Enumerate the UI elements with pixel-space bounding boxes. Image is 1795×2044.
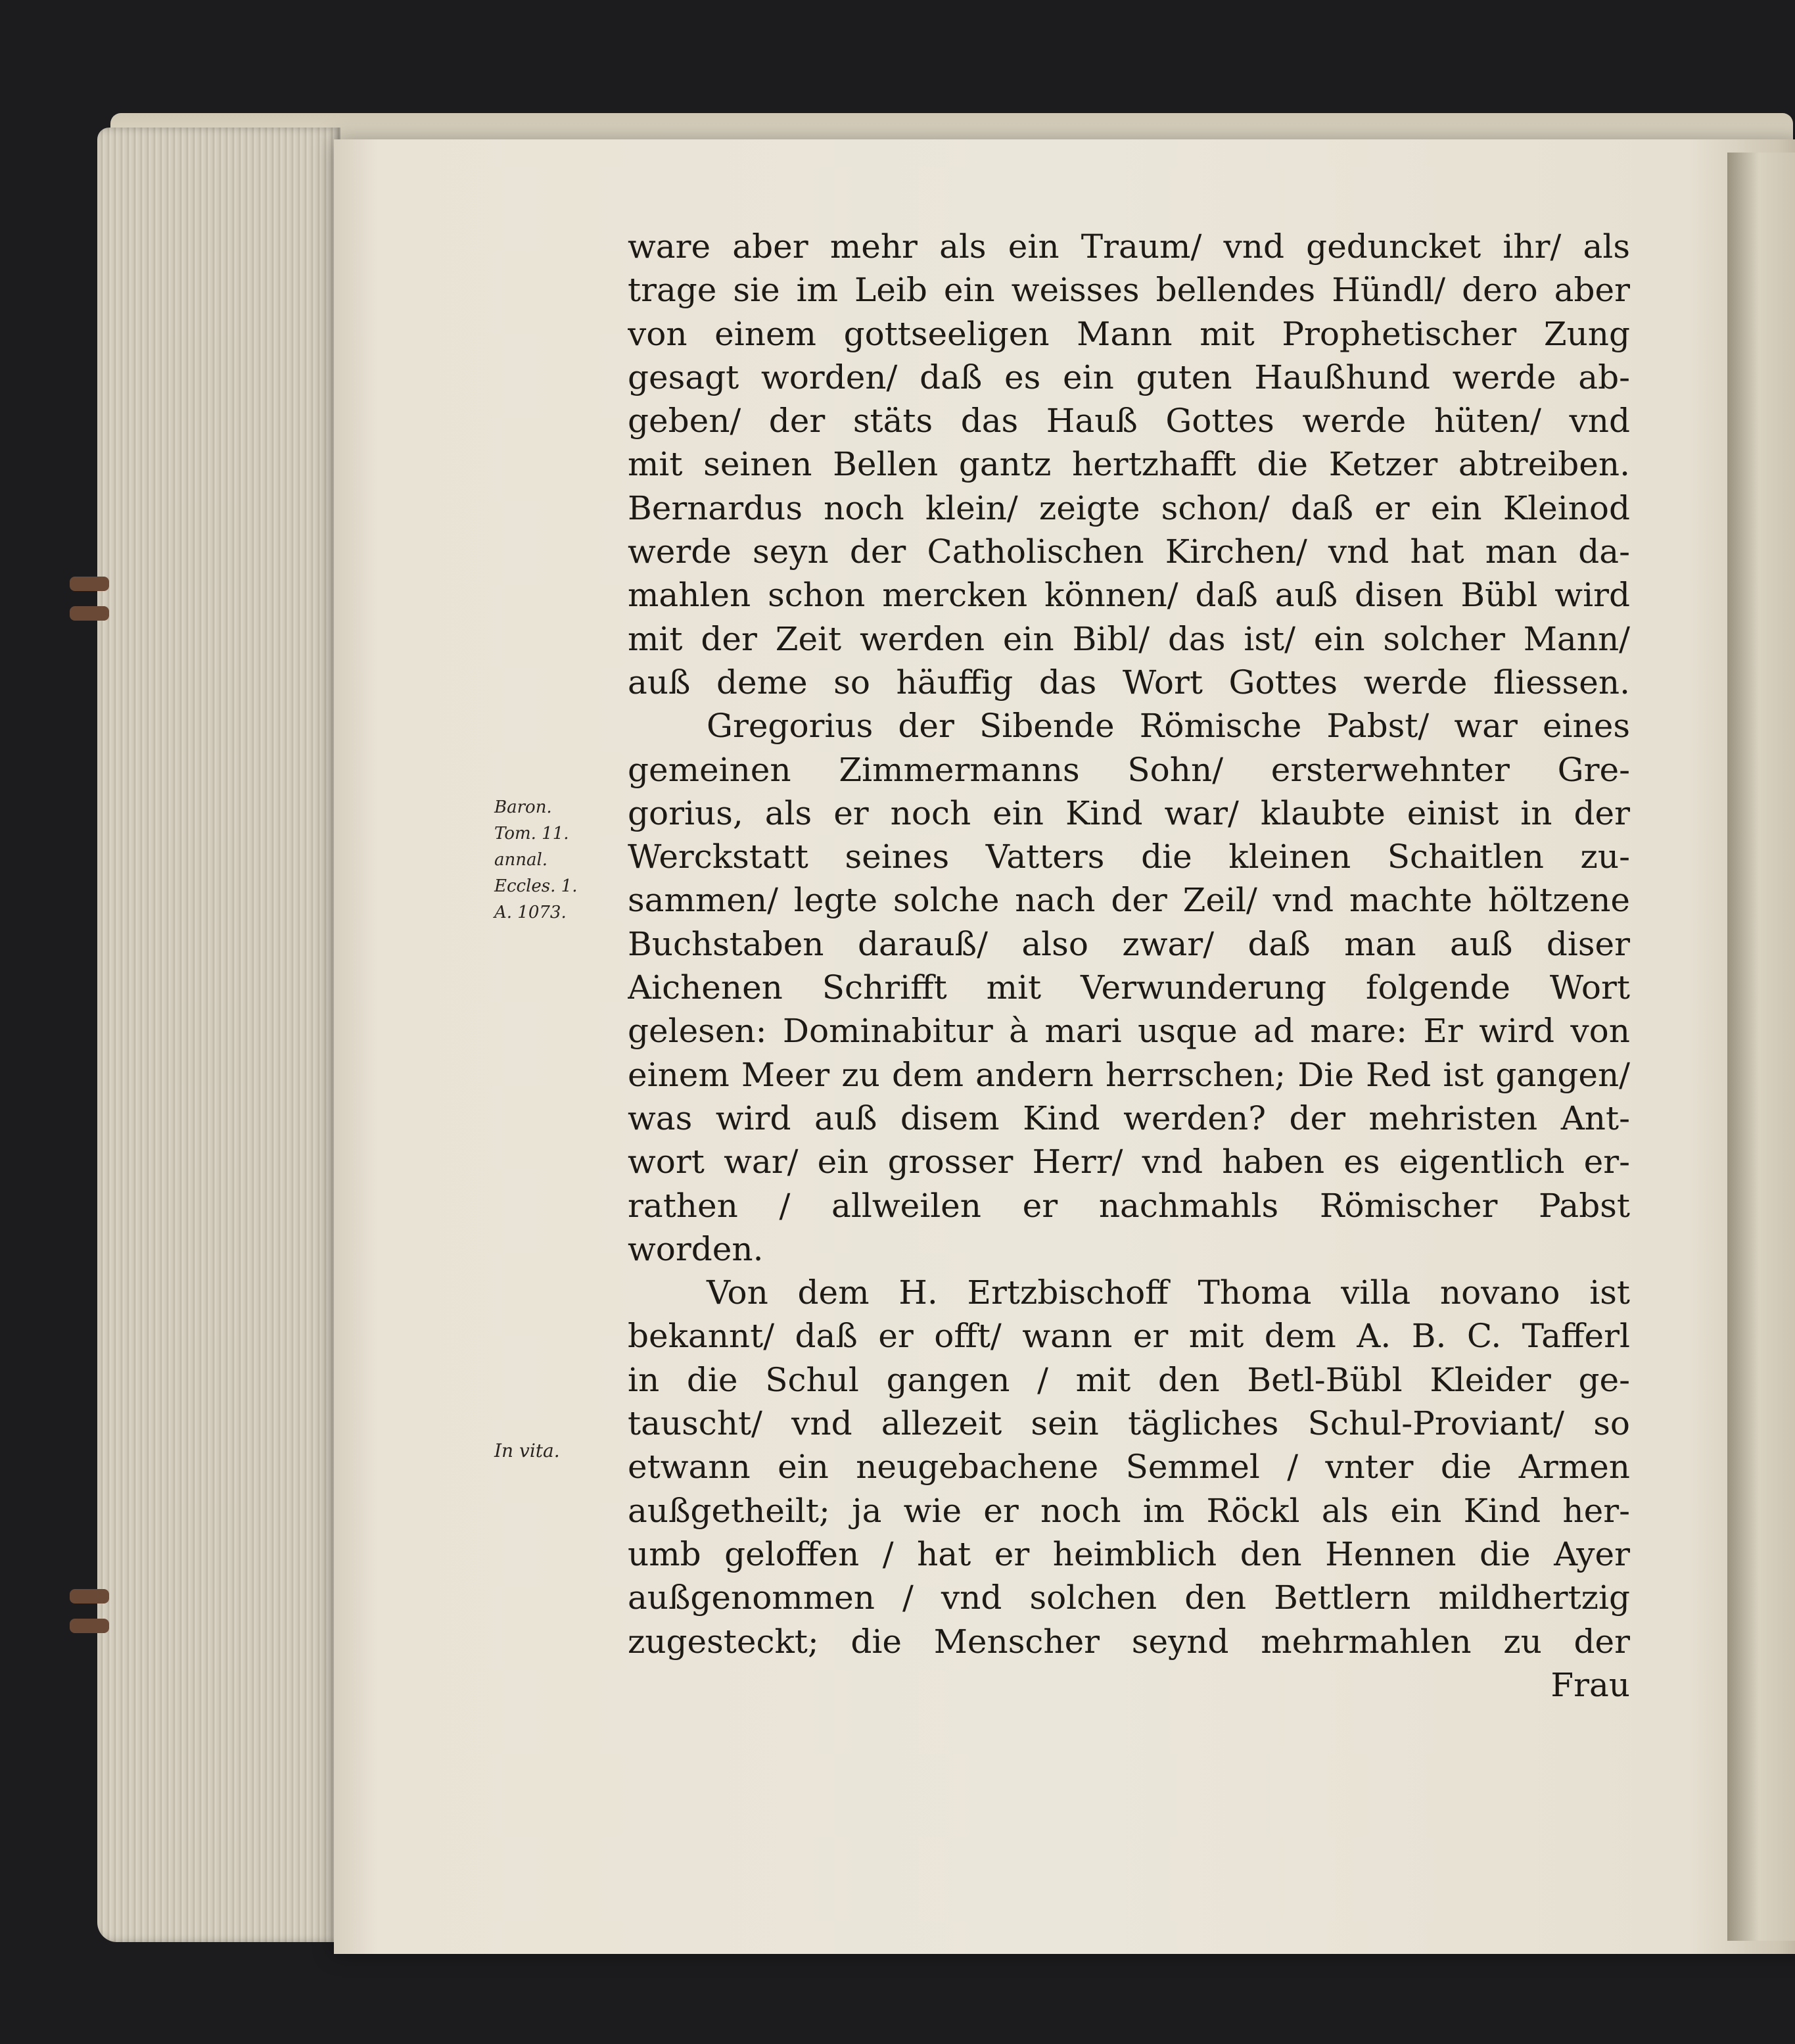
text-line: worden. xyxy=(628,1229,764,1268)
text-line: wort war/ ein grosser Herr/ vnd haben es eigentlich er- xyxy=(628,1143,1630,1181)
marginal-note-line: annal. xyxy=(494,850,548,870)
text-line: gesagt worden/ daß es ein guten Haußhund werde ab- xyxy=(628,358,1630,396)
text-line: außgetheilt; ja wie er noch im Röckl als ein Kind her- xyxy=(628,1491,1630,1530)
text-line: Gregorius der Sibende Römische Pabst/ war eines xyxy=(707,707,1630,746)
text-line: mit seinen Bellen gantz hertzhafft die Ketzer abtreiben. xyxy=(628,445,1630,484)
text-line: gelesen: Dominabitur à mari usque ad mare: Er wird von xyxy=(628,1012,1630,1051)
binding-tab xyxy=(70,1589,109,1604)
text-line: bekannt/ daß er offt/ wann er mit dem A. B. C. Tafferl xyxy=(628,1317,1630,1356)
text-line: mahlen schon mercken können/ daß auß disen Bübl wird xyxy=(628,576,1630,615)
binding-tab xyxy=(70,1619,109,1633)
text-line: umb geloffen / hat er heimblich den Hennen die Ayer xyxy=(628,1534,1630,1573)
marginal-note-line: Eccles. 1. xyxy=(494,876,578,896)
text-line: werde seyn der Catholischen Kirchen/ vnd hat man da- xyxy=(628,533,1630,571)
text-line: mit der Zeit werden ein Bibl/ das ist/ ein solcher Mann/ xyxy=(628,619,1630,658)
text-line: sammen/ legte solche nach der Zeil/ vnd machte höltzene xyxy=(628,881,1630,920)
marginal-note-in-vita: In vita. xyxy=(494,1440,560,1462)
marginal-note-line: Baron. xyxy=(494,797,552,817)
text-line: einem Meer zu dem andern herrschen; Die Red ist gangen/ xyxy=(628,1055,1630,1094)
text-line: etwann ein neugebachene Semmel / vnter die Armen xyxy=(628,1448,1630,1486)
body-text xyxy=(628,225,1630,1707)
text-line: Aichenen Schrifft mit Verwunderung folgende Wort xyxy=(628,968,1630,1007)
text-line: ware aber mehr als ein Traum/ vnd geduncket ihr/ als xyxy=(628,227,1630,266)
text-line: geben/ der stäts das Hauß Gottes werde hüten/ vnd xyxy=(628,402,1630,440)
text-line: Bernardus noch klein/ zeigte schon/ daß er ein Kleinod xyxy=(628,488,1630,527)
binding-tab xyxy=(70,606,109,621)
text-line: außgenommen / vnd solchen den Bettlern mildhertzig xyxy=(628,1579,1630,1617)
text-line: trage sie im Leib ein weisses bellendes Hündl/ dero aber xyxy=(628,271,1630,310)
marginal-note-baronius xyxy=(494,794,577,926)
marginal-note-line: Tom. 11. xyxy=(494,824,569,844)
facing-page-edge xyxy=(1727,153,1795,1941)
catchword: Frau xyxy=(1550,1665,1630,1704)
marginal-note-line: A. 1073. xyxy=(494,903,567,922)
binding-tab xyxy=(70,577,109,591)
text-line: Von dem H. Ertzbischoff Thoma villa novano ist xyxy=(707,1273,1630,1312)
text-line: Buchstaben darauß/ also zwar/ daß man auß diser xyxy=(628,924,1630,963)
page-stack-edges xyxy=(97,128,340,1942)
text-line: was wird auß disem Kind werden? der mehristen Ant- xyxy=(628,1099,1630,1137)
text-line: gemeinen Zimmermanns Sohn/ ersterwehnter Gre- xyxy=(628,750,1630,789)
text-line: von einem gottseeligen Mann mit Prophetischer Zung xyxy=(628,314,1630,353)
text-line: in die Schul gangen / mit den Betl-Bübl Kleider ge- xyxy=(628,1360,1630,1399)
text-line: auß deme so häuffig das Wort Gottes werde fliessen. xyxy=(628,663,1630,701)
text-line: gorius, als er noch ein Kind war/ klaubte einist in der xyxy=(628,794,1630,832)
text-line: zugesteckt; die Menscher seynd mehrmahlen zu der xyxy=(628,1622,1630,1661)
text-line: rathen / allweilen er nachmahls Römischer Pabst xyxy=(628,1186,1630,1225)
text-line: tauscht/ vnd allezeit sein tägliches Schul-Proviant/ so xyxy=(628,1404,1630,1443)
text-line: Werckstatt seines Vatters die kleinen Schaitlen zu- xyxy=(628,838,1630,876)
